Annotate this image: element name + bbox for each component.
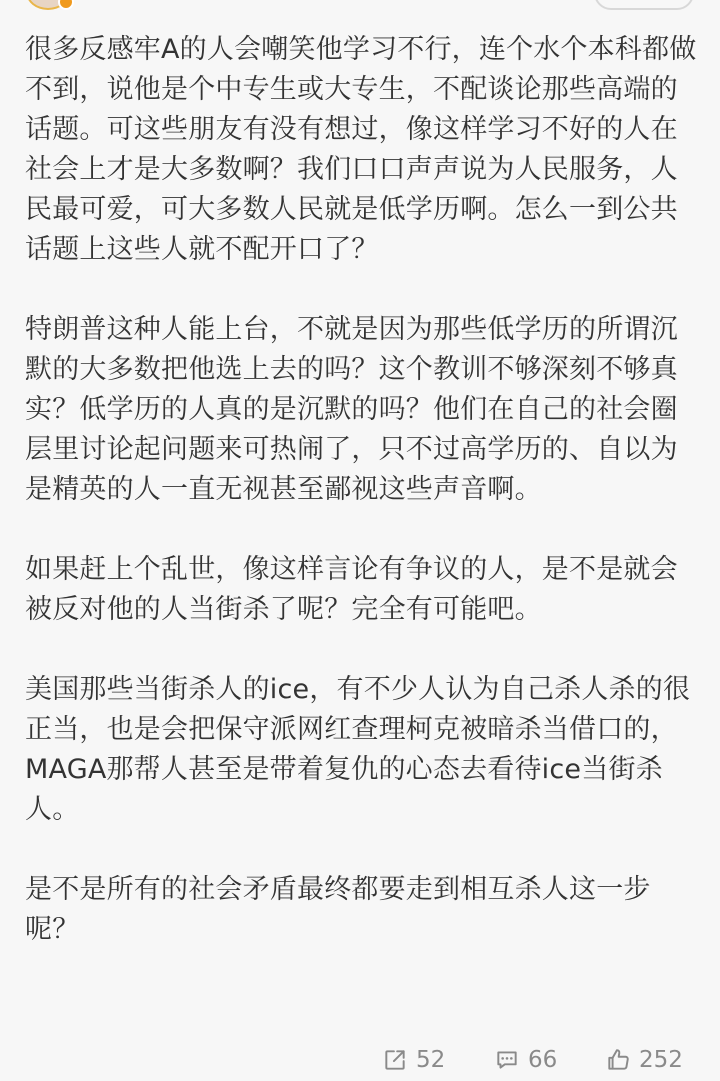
paragraph-spacer — [25, 630, 701, 670]
post-paragraph-3: 如果赶上个乱世，像这样言论有争议的人，是不是就会被反对他的人当街杀了呢？完全有可能吧。 — [25, 554, 678, 625]
post-header — [0, 0, 720, 14]
post-paragraph-2: 特朗普这种人能上台，不就是因为那些低学历的所谓沉默的大多数把他选上去的吗？这个教训不够深刻不够真实？低学历的人真的是沉默的吗？他们在自己的社会圈层里讨论起问题来可热闹了，只不过高学历的、自以为是精英的人一直无视甚至鄙视这些声音啊。 — [25, 314, 678, 505]
paragraph-spacer — [25, 510, 701, 550]
paragraph-spacer — [25, 830, 701, 870]
like-count: 252 — [639, 1047, 683, 1073]
share-count: 52 — [416, 1047, 446, 1073]
share-button[interactable] — [382, 1040, 445, 1080]
post-paragraph-4: 美国那些当街杀人的ice，有不少人认为自己杀人杀的很正当，也是会把保守派网红查理柯克被暗杀当借口的，MAGA那帮人甚至是带着复仇的心态去看待ice当街杀人。 — [25, 674, 691, 825]
paragraph-spacer — [25, 270, 701, 310]
post-content — [25, 30, 701, 950]
post-paragraph-5: 是不是所有的社会矛盾最终都要走到相互杀人这一步呢？ — [25, 874, 651, 945]
action-bar — [0, 1040, 720, 1081]
thumbs-up-icon — [605, 1047, 631, 1073]
comment-count: 66 — [528, 1047, 558, 1073]
verified-badge-icon — [58, 0, 74, 10]
comment-icon — [494, 1047, 520, 1073]
follow-button[interactable] — [594, 0, 694, 10]
post-paragraph-1: 很多反感牢A的人会嘲笑他学习不行，连个水个本科都做不到，说他是个中专生或大专生，不配谈论那些高端的话题。可这些朋友有没有想过，像这样学习不好的人在社会上才是大多数啊？我们口口声声说为人民服务，人民最可爱，可大多数人民就是低学历啊。怎么一到公共话题上这些人就不配开口了？ — [25, 34, 697, 265]
like-button[interactable] — [605, 1040, 683, 1080]
share-icon — [382, 1047, 408, 1073]
comment-button[interactable] — [494, 1040, 557, 1080]
